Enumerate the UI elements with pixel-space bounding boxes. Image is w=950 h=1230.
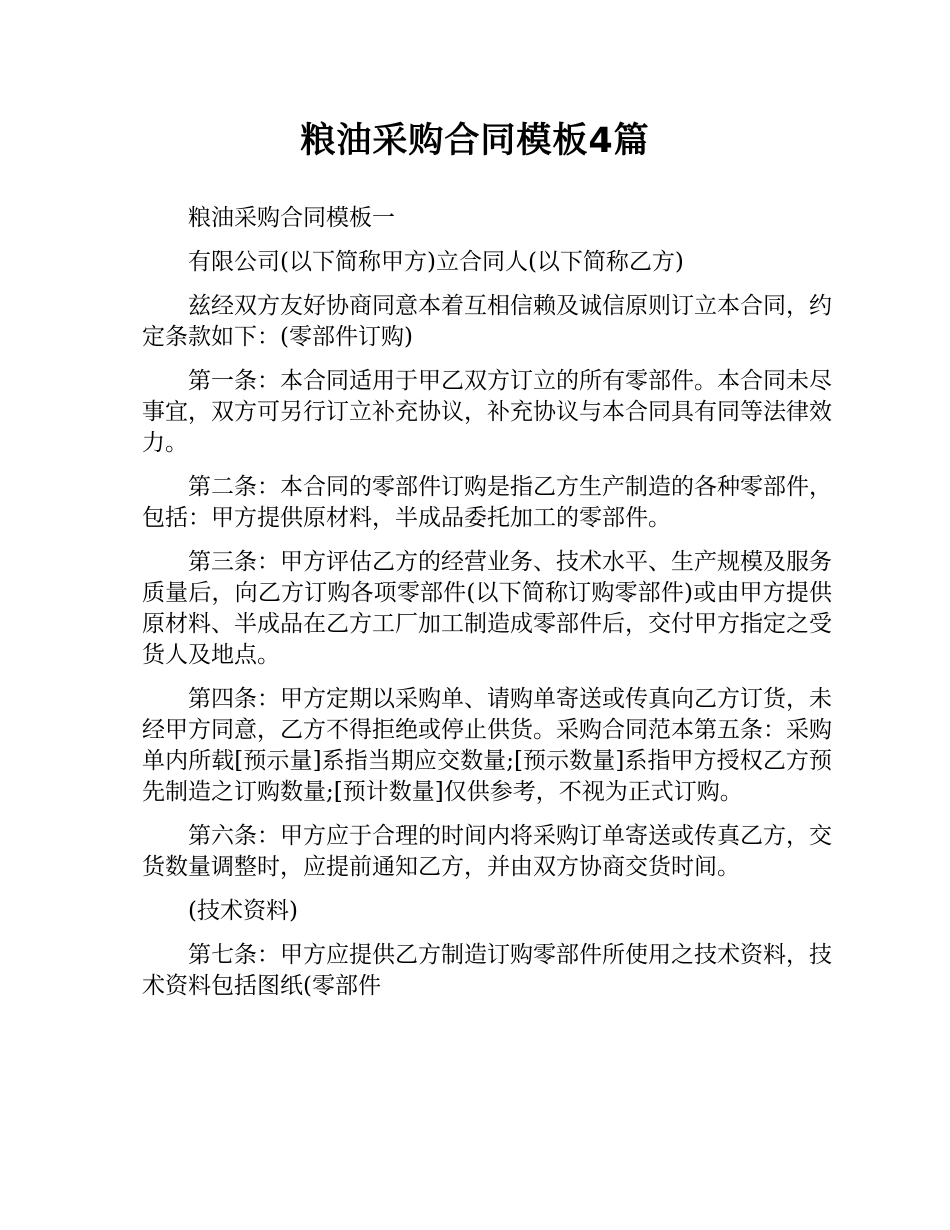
article-6-paragraph: 第六条：甲方应于合理的时间内将采购订单寄送或传真乙方，交货数量调整时，应提前通知乙方，并由双方协商交货时间。 [142,823,832,880]
article-2-paragraph: 第二条：本合同的零部件订购是指乙方生产制造的各种零部件，包括：甲方提供原材料，半成品委托加工的零部件。 [142,474,832,531]
document-body [142,203,832,1015]
parties-line: 有限公司(以下简称甲方)立合同人(以下简称乙方) [188,249,684,275]
article-4-5-paragraph: 第四条：甲方定期以采购单、请购单寄送或传真向乙方订货，未经甲方同意，乙方不得拒绝或停止供货。采购合同范本第五条：采购单内所载[预示量]系指当期应交数量;[预示数量]系指甲方授权乙方预先制造之订购数量;[预计数量]仅供参考，不视为正式订购。 [142,686,832,805]
preamble-paragraph: 兹经双方友好协商同意本着互相信赖及诚信原则订立本合同，约定条款如下：(零部件订购) [142,293,832,350]
article-7-paragraph: 第七条：甲方应提供乙方制造订购零部件所使用之技术资料，技术资料包括图纸(零部件 [142,942,832,999]
section-heading: 粮油采购合同模板一 [188,205,395,231]
document-title: 粮油采购合同模板4篇 [300,121,650,161]
article-3-paragraph: 第三条：甲方评估乙方的经营业务、技术水平、生产规模及服务质量后，向乙方订购各项零部件(以下简称订购零部件)或由甲方提供原材料、半成品在乙方工厂加工制造成零部件后，交付甲方指定之受货人及地点。 [142,549,832,668]
technical-data-heading: (技术资料) [188,898,298,924]
article-1-paragraph: 第一条：本合同适用于甲乙双方订立的所有零部件。本合同未尽事宜，双方可另行订立补充协议，补充协议与本合同具有同等法律效力。 [142,368,832,456]
